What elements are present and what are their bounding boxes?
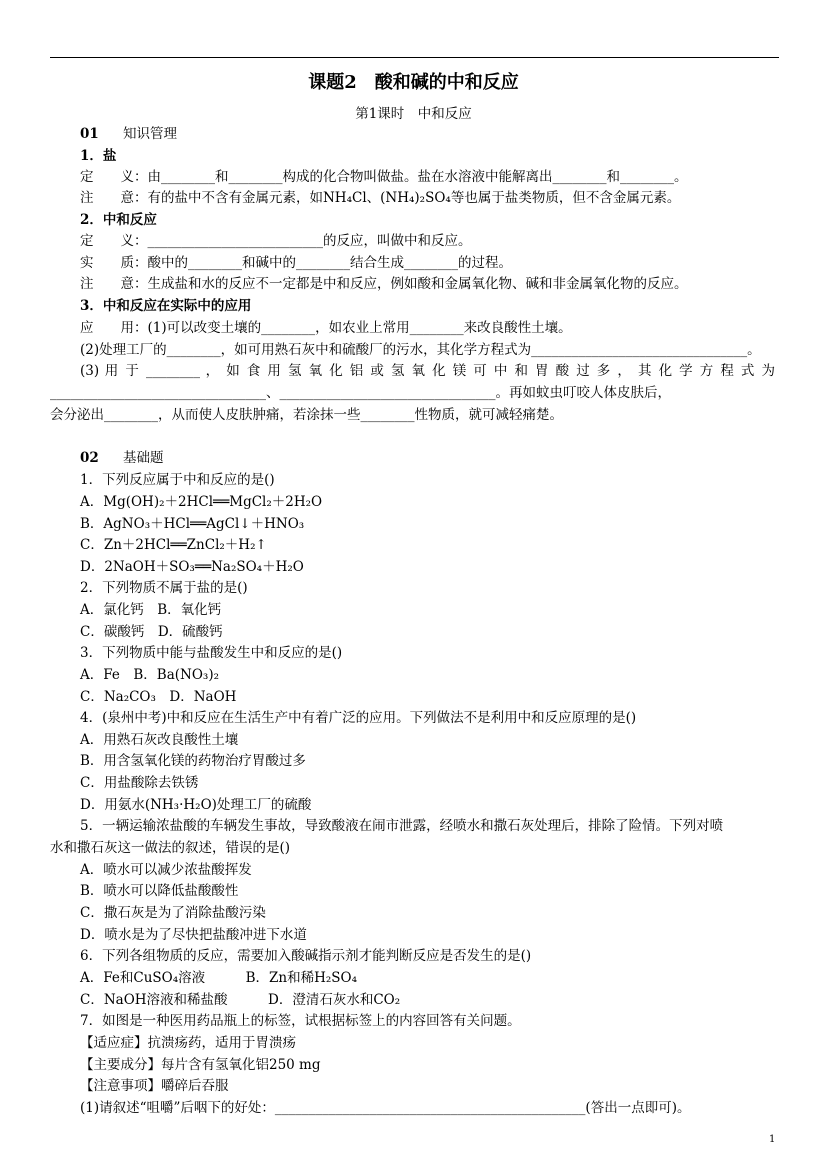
header-rule <box>50 57 779 58</box>
section-heading: 基础题 <box>123 450 164 466</box>
text-line: ________________________________、________________________________。再如蚊虫叮咬人体皮肤后， <box>50 385 671 401</box>
option: A．喷水可以减少浓盐酸挥发 <box>80 862 252 878</box>
topic-heading: 3．中和反应在实际中的应用 <box>80 298 252 314</box>
option: A．Mg(OH)₂＋2HCl══MgCl₂＋2H₂O <box>80 494 323 510</box>
label-line: 【主要成分】每片含有氢氧化铝250 mg <box>80 1057 321 1073</box>
label-line: 【注意事项】嚼碎后吞服 <box>80 1078 229 1094</box>
page-number: 1 <box>769 1134 776 1145</box>
text-line: 注 意：有的盐中不含有金属元素，如NH₄Cl、(NH₄)₂SO₄等也属于盐类物质，但不含金属元素。 <box>80 190 681 206</box>
topic-heading: 1．盐 <box>80 148 117 164</box>
option: B．喷水可以降低盐酸酸性 <box>80 883 239 899</box>
text-line: (3) 用 于 ________ ， 如 食 用 氢 氧 化 铝 或 氢 氧 化 镁 可 中 和 胃 酸 过 多 ， 其 化 学 方 程 式 为 <box>80 363 775 379</box>
question: 3．下列物质中能与盐酸发生中和反应的是() <box>80 645 343 661</box>
question: 2．下列物质不属于盐的是() <box>80 580 248 596</box>
option: A．用熟石灰改良酸性土壤 <box>80 732 239 748</box>
option: A．Fe B．Ba(NO₃)₂ <box>80 667 219 683</box>
option: C．Na₂CO₃ D．NaOH <box>80 689 237 705</box>
question: 6．下列各组物质的反应，需要加入酸碱指示剂才能判断反应是否发生的是() <box>80 948 532 964</box>
option: C．用盐酸除去铁锈 <box>80 775 199 791</box>
text-line: 应 用：(1)可以改变土壤的________，如农业上常用________来改良酸性土壤。 <box>80 320 572 336</box>
text-line: 实 质：酸中的________和碱中的________结合生成________的过程。 <box>80 255 512 271</box>
option: B．用含氢氧化镁的药物治疗胃酸过多 <box>80 753 306 769</box>
option: D．2NaOH＋SO₃══Na₂SO₄＋H₂O <box>80 559 304 575</box>
option: A．Fe和CuSO₄溶液 B．Zn和稀H₂SO₄ <box>80 970 358 986</box>
option: C．Zn＋2HCl══ZnCl₂＋H₂↑ <box>80 537 267 553</box>
option: C．碳酸钙 D．硫酸钙 <box>80 624 223 640</box>
question: 7．如图是一种医用药品瓶上的标签，试根据标签上的内容回答有关问题。 <box>80 1013 521 1029</box>
page-subtitle: 第1课时 中和反应 <box>355 106 472 122</box>
option: D．喷水是为了尽快把盐酸冲进下水道 <box>80 927 307 943</box>
section-number: 02 <box>80 450 99 466</box>
text-line: (2)处理工厂的________，如可用熟石灰中和硫酸厂的污水，其化学方程式为________________________________。 <box>80 342 761 358</box>
question: 5．一辆运输浓盐酸的车辆发生事故，导致酸液在闹市泄露，经喷水和撒石灰处理后，排除了险情。下列对喷 <box>80 818 724 834</box>
label-line: 【适应症】抗溃疡药，适用于胃溃疡 <box>80 1035 296 1051</box>
topic-heading: 2．中和反应 <box>80 212 157 228</box>
option: A．氯化钙 B．氧化钙 <box>80 602 222 618</box>
text-line: 注 意：生成盐和水的反应不一定都是中和反应，例如酸和金属氧化物、碱和非金属氧化物的反应。 <box>80 276 688 292</box>
text-line: 定 义：由________和________构成的化合物叫做盐。盐在水溶液中能解离出________和________。 <box>80 169 688 185</box>
section-number: 01 <box>80 126 99 142</box>
question: 水和撒石灰这一做法的叙述，错误的是() <box>50 840 291 856</box>
text-line: 会分泌出________，从而使人皮肤肿痛，若涂抹一些________性物质，就可减轻痛楚。 <box>50 407 563 423</box>
option: D．用氨水(NH₃·H₂O)处理工厂的硫酸 <box>80 797 312 813</box>
section-heading: 知识管理 <box>123 126 177 142</box>
option: B．AgNO₃＋HCl══AgCl↓＋HNO₃ <box>80 516 305 532</box>
question: 1．下列反应属于中和反应的是() <box>80 472 275 488</box>
option: C．撒石灰是为了消除盐酸污染 <box>80 905 266 921</box>
option: C．NaOH溶液和稀盐酸 D．澄清石灰水和CO₂ <box>80 992 401 1008</box>
text-line: 定 义：__________________________的反应，叫做中和反应。 <box>80 233 472 249</box>
question: (1)请叙述“咀嚼”后咽下的好处：______________________________________________(答出一点即可)。 <box>80 1100 691 1116</box>
question: 4．(泉州中考)中和反应在生活生产中有着广泛的应用。下列做法不是利用中和反应原理的是() <box>80 710 637 726</box>
page-title: 课题2 酸和碱的中和反应 <box>308 72 519 93</box>
